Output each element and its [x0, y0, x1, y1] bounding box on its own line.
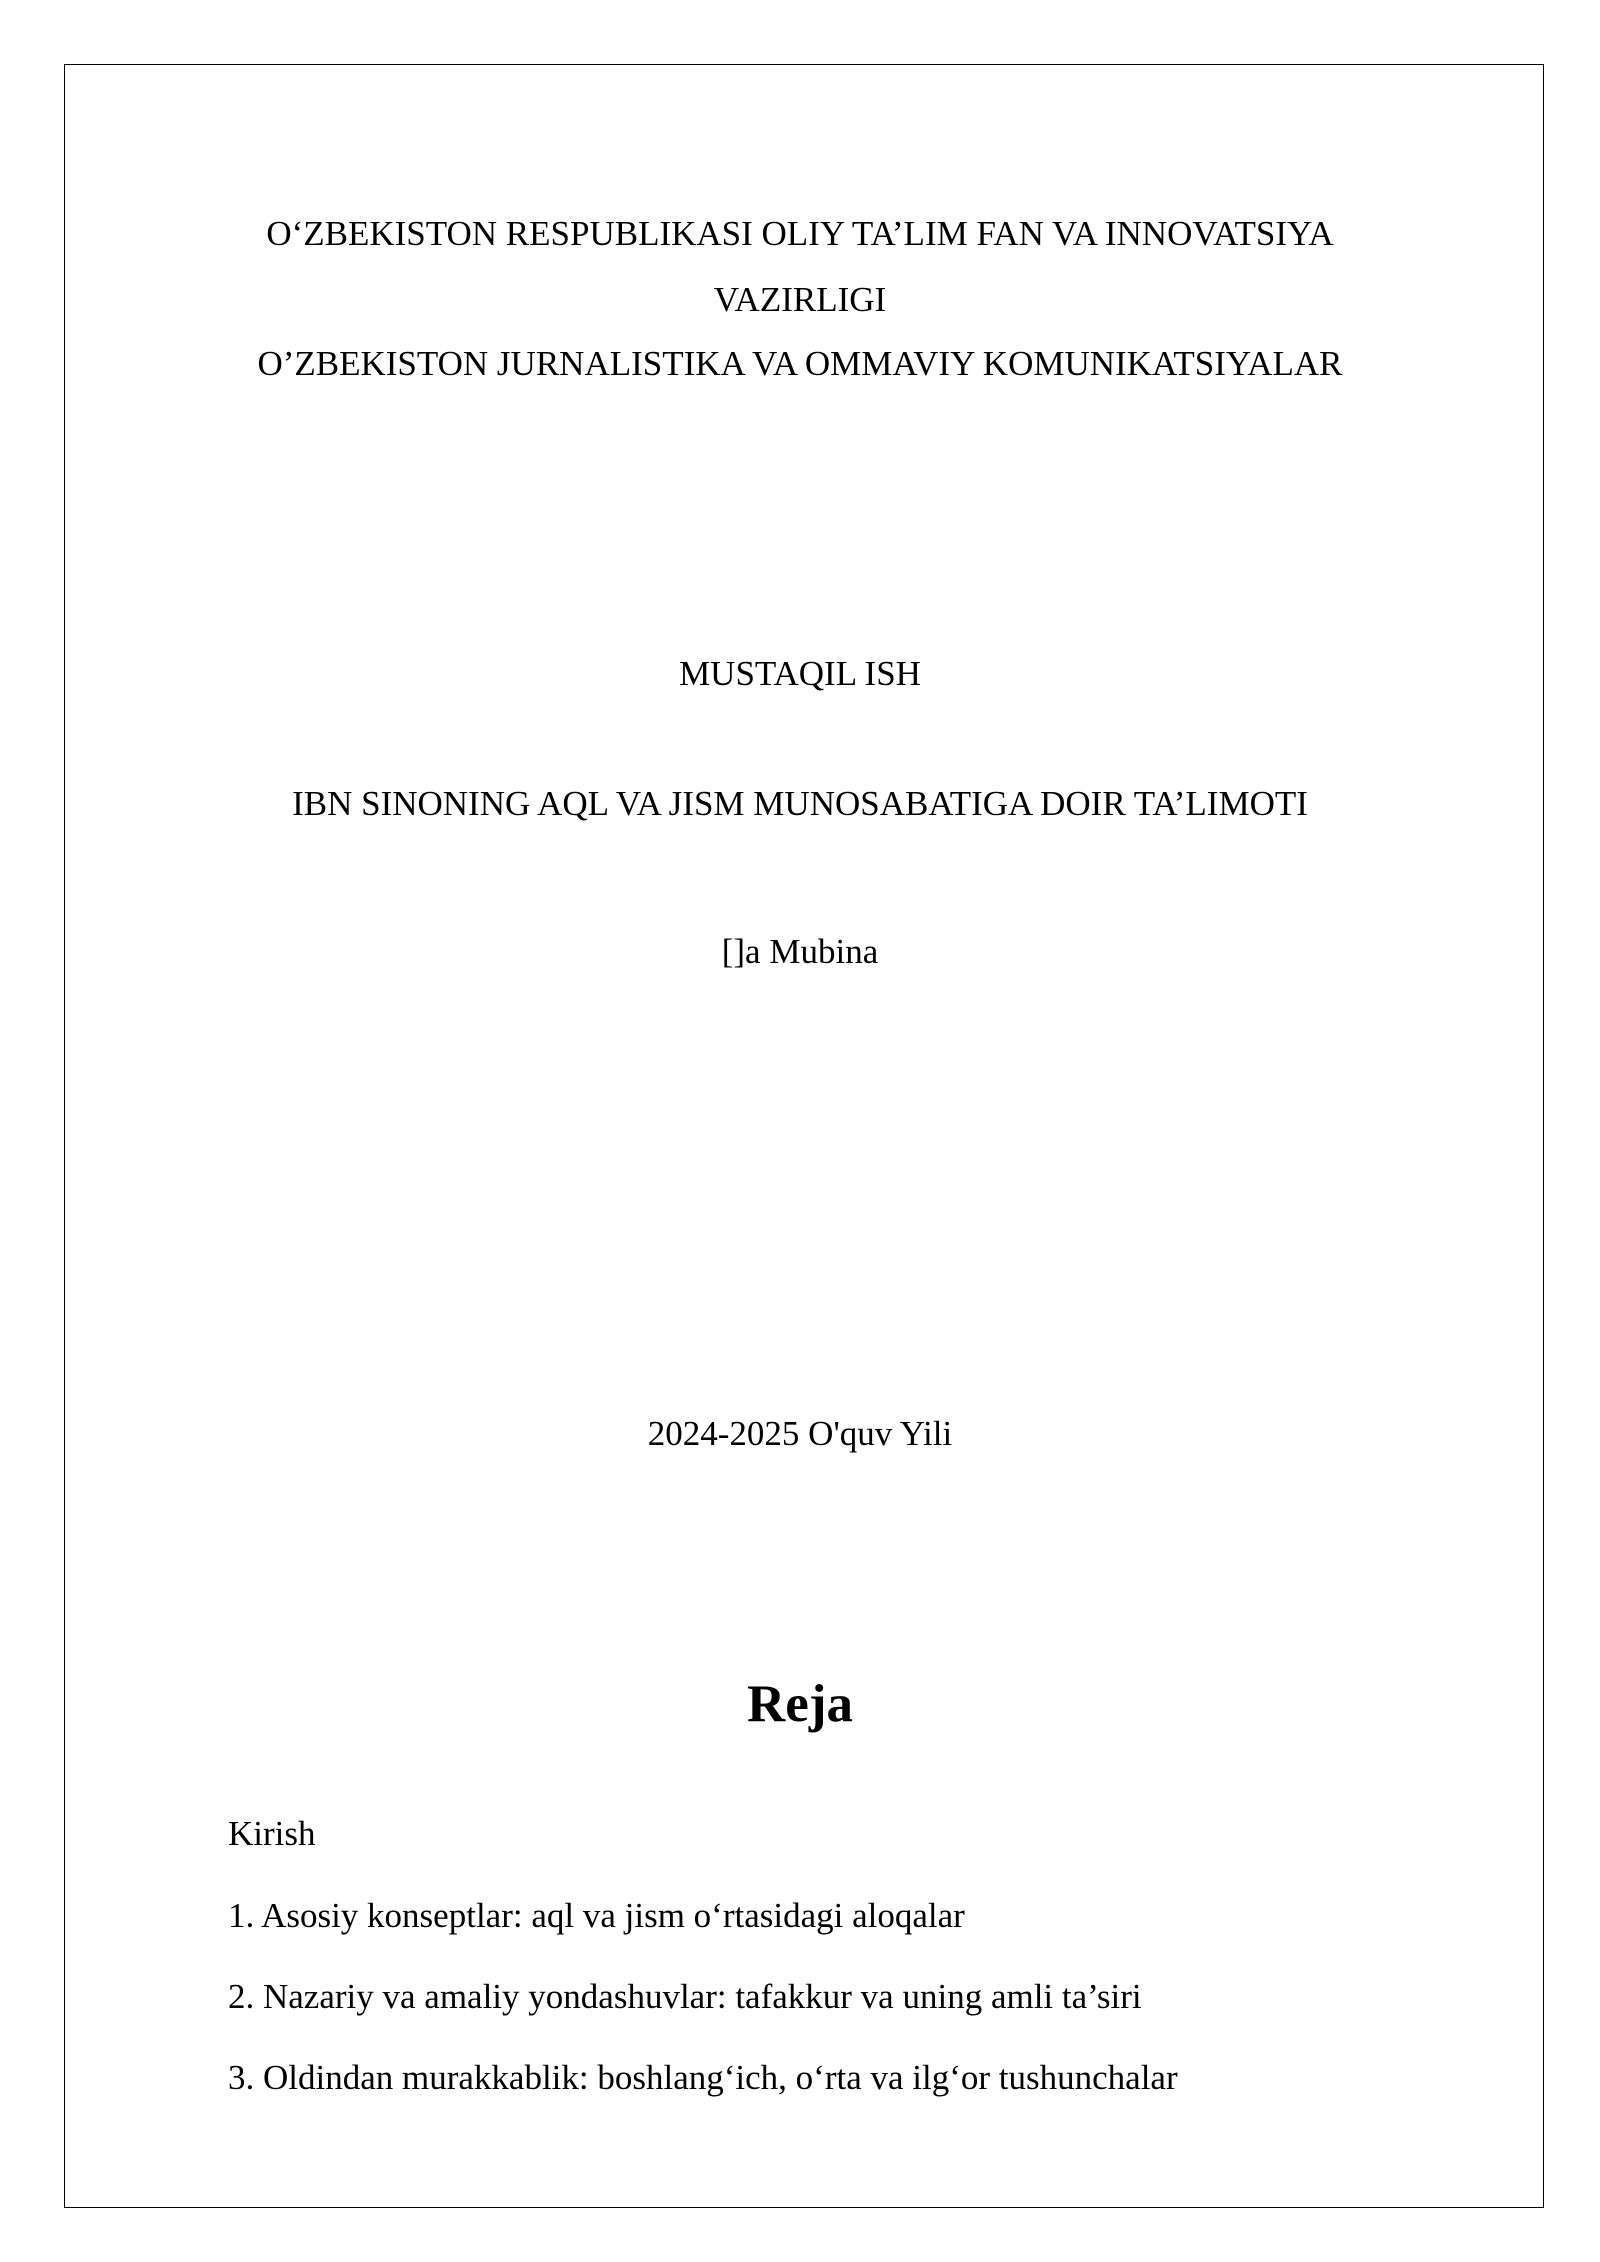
plan-item-3: 3. Oldindan murakkablik: boshlang‘ich, o‘rta va ilg‘or tushunchalar	[228, 2058, 1178, 2097]
university-name: O’ZBEKISTON JURNALISTIKA VA OMMAVIY KOMUNIKATSIYALAR	[257, 344, 1343, 383]
ministry-line-2: VAZIRLIGI	[713, 280, 887, 319]
topic-title: IBN SINONING AQL VA JISM MUNOSABATIGA DOIR TA’LIMOTI	[292, 784, 1308, 823]
plan-item-1: 1. Asosiy konseptlar: aql va jism o‘rtasidagi aloqalar	[228, 1896, 965, 1935]
plan-heading: Reja	[747, 1675, 853, 1733]
ministry-line-1: O‘ZBEKISTON RESPUBLIKASI OLIY TA’LIM FAN VA INNOVATSIYA	[266, 214, 1334, 253]
author-name: []a Mubina	[721, 932, 879, 971]
work-type: MUSTAQIL ISH	[679, 654, 921, 693]
academic-year: 2024-2025 O'quv Yili	[647, 1414, 953, 1453]
plan-item-intro: Kirish	[228, 1814, 316, 1853]
plan-item-2: 2. Nazariy va amaliy yondashuvlar: tafakkur va uning amli ta’siri	[228, 1977, 1142, 2016]
